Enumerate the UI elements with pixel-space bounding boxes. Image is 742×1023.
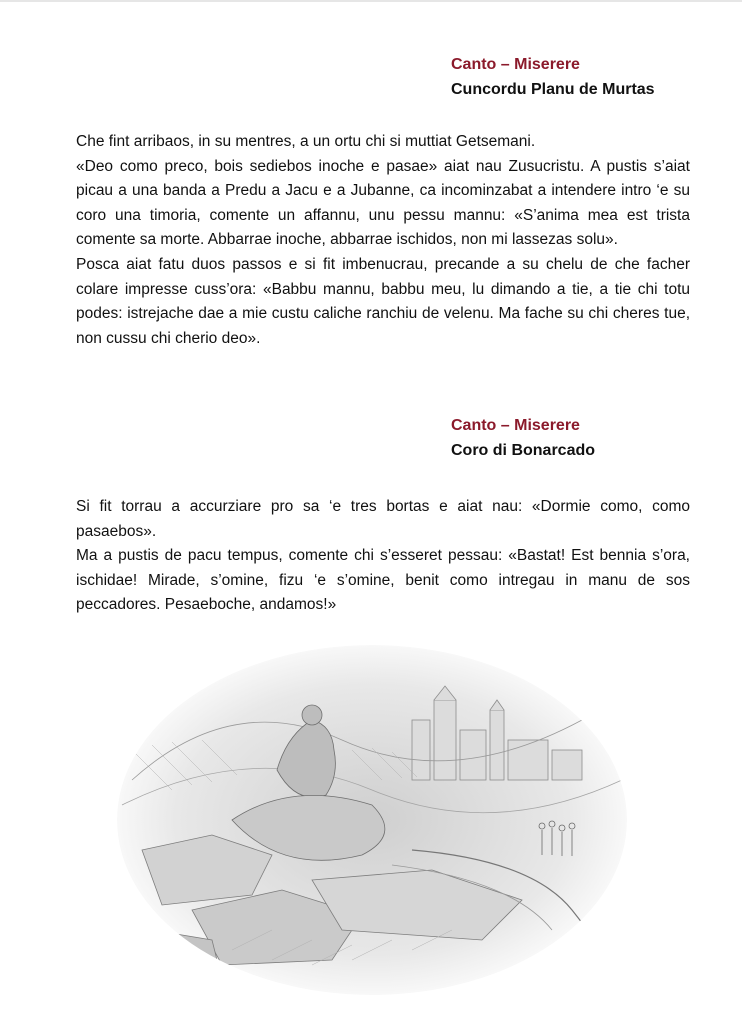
choir-name: Coro di Bonarcado <box>451 442 596 459</box>
paragraph: Che fint arribaos, in su mentres, a un ortu chi si muttiat Getsemani. <box>76 133 536 150</box>
canto-title: Canto – Miserere <box>451 56 580 73</box>
choir-name: Cuncordu Planu de Murtas <box>451 81 655 98</box>
section-1-heading <box>451 52 655 102</box>
section-2-heading <box>451 413 595 463</box>
top-border <box>0 0 742 2</box>
section-1-text <box>76 130 690 351</box>
paragraph: «Deo como preco, bois sediebos inoche e pasae» aiat nau Zusucristu. A pustis s’aiat picau a una banda a Predu a Jacu e a Jubanne, ca incominzabat a intendere intro ‘e su coro una timoria, comente un affannu, unu pessu mannu: «S’anima mea est trista comente sa morte. Abbarrae inoche, abbarrae ischidos, non mi lassezas solu». <box>76 157 690 249</box>
section-2-text <box>76 495 690 618</box>
paragraph: Ma a pustis de pacu tempus, comente chi s’esseret pessau: «Bastat! Est bennia s’ora, ischidae! Mirade, s’omine, fizu ‘e s’omine, benit como intregau in manu de sos peccadores. Pesaeboche, andamos!» <box>76 547 690 614</box>
gethsemane-illustration <box>112 630 632 1000</box>
canto-title: Canto – Miserere <box>451 417 580 434</box>
paragraph: Si fit torrau a accurziare pro sa ‘e tres bortas e aiat nau: «Dormie como, como pasaebos». <box>76 498 690 540</box>
paragraph: Posca aiat fatu duos passos e si fit imbenucrau, precande a su chelu de che facher colare impresse cuss’ora: «Babbu mannu, babbu meu, lu dimando a tie, a tie chi totu podes: istrejache dae a mie custu caliche ranchiu de velenu. Ma fache su chi cheres tue, non cussu chi cherio deo». <box>76 255 690 347</box>
